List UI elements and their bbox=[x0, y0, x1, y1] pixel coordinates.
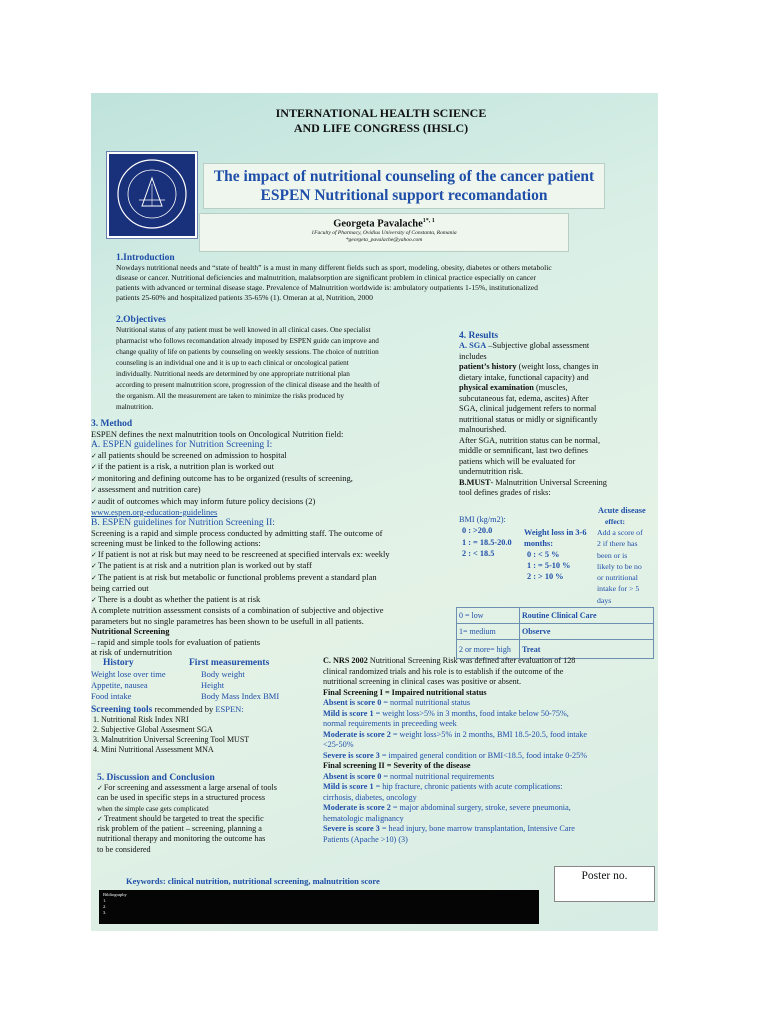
acute-disease-heading: Acute disease bbox=[598, 506, 646, 515]
introduction-heading: 1.Introduction bbox=[116, 253, 175, 263]
author-affiliation: 1Faculty of Pharmacy, Ovidius University of Constanta, Romania bbox=[311, 229, 457, 236]
sga-line: undernutrition risk. bbox=[459, 467, 524, 476]
weight-loss-grade: 2 : > 10 % bbox=[527, 572, 564, 581]
screening-1-item: ✓ if the patient is a risk, a nutrition plan is worked out bbox=[91, 461, 451, 473]
congress-name-line2: AND LIFE CONGRESS (IHSLC) bbox=[293, 121, 469, 135]
screening-tool-item: 4. Mini Nutritional Assessment MNA bbox=[93, 745, 214, 754]
score-text: normal requirements in preceeding week bbox=[323, 719, 457, 728]
objectives-line: the organism. All the measurement are taken to minimize the risks produced by bbox=[116, 392, 345, 400]
sga-line: includes bbox=[459, 351, 487, 361]
discussion-line: ✓ For screening and assessment a large arsenal of tools bbox=[97, 783, 317, 793]
objectives-line: individually. Nutritional needs are determined by one appropriate nutritional plan bbox=[116, 370, 350, 378]
university-seal-icon bbox=[109, 154, 195, 236]
title-line1: The impact of nutritional counseling of the cancer patient bbox=[213, 168, 595, 185]
risk-action-cell: Treat bbox=[520, 640, 654, 659]
screening-1-item: ✓ all patients should be screened on admission to hospital bbox=[91, 450, 451, 462]
score-text: <25-50% bbox=[323, 740, 354, 749]
patient-history-label: patient’s history bbox=[459, 362, 517, 371]
acute-disease-line: 2 if there has bbox=[597, 539, 638, 549]
weight-loss-heading: months: bbox=[524, 539, 554, 548]
title-box bbox=[203, 163, 605, 209]
poster-number-box bbox=[554, 866, 655, 902]
bibliography-heading: Bibliography bbox=[103, 892, 127, 897]
objectives-line: pharmacist who follows recomandation already imposed by ESPEN guide can improve and bbox=[116, 337, 379, 345]
nrs-line: clinical randomized trials and his role is to establish if the outcome of the bbox=[323, 666, 564, 676]
measurement-item: Body Mass Index BMI bbox=[201, 690, 280, 701]
screening-tools-espen: ESPEN: bbox=[215, 703, 244, 714]
score-label: Absent is score 0 bbox=[323, 771, 382, 781]
method-intro: ESPEN defines the next malnutrition tools on Oncological Nutrition field: bbox=[91, 429, 344, 439]
risk-level-cell: 1= medium bbox=[457, 624, 520, 640]
sga-line: middle or semnificant, last two defines bbox=[459, 446, 589, 455]
must-line: tool defines grades of risks: bbox=[459, 488, 551, 497]
discussion-line: to be considered bbox=[97, 844, 151, 854]
author-name: Georgeta Pavalache bbox=[333, 218, 423, 230]
objectives-line: counseling is an individual one and it is up to each clinical or oncological patient bbox=[116, 359, 349, 367]
final-screening-1-heading: Final Screening I = Impaired nutritional status bbox=[323, 687, 487, 697]
objectives-section bbox=[116, 315, 451, 413]
congress-name-line1: INTERNATIONAL HEALTH SCIENCE bbox=[275, 106, 487, 120]
objectives-line: change quality of life on patients by counseling on weekly sessions. The choice of nutrition bbox=[116, 348, 379, 356]
risk-level-cell: 2 or more= high bbox=[457, 640, 520, 659]
discussion-heading: 5. Discussion and Conclusion bbox=[97, 773, 215, 783]
discussion-line: can be used in specific steps in a structured process bbox=[97, 793, 266, 803]
must-label: B.MUST bbox=[459, 477, 491, 487]
intro-line: patients with advanced or terminal disease stage. Prevalence of Malnutrition worldwide is: ambulatory outpatients 1-15%, institutionalized bbox=[116, 283, 538, 292]
score-text: = normal nutritional requirements bbox=[381, 771, 495, 781]
nutritional-screening-line: – rapid and simple tools for evaluation of patients bbox=[91, 636, 261, 647]
intro-line: disease or cancer. Nutritional deficiencies and malnutrition, malabsorption are significant problem in clinical practice especially on cancer bbox=[116, 273, 537, 282]
keywords: Keywords: clinical nutrition, nutritional screening, malnutrition score bbox=[126, 876, 380, 886]
sga-line: dietary intake, functional capacity) and bbox=[459, 372, 589, 382]
university-logo bbox=[107, 152, 197, 238]
bibliography-item: 1. bbox=[103, 898, 107, 903]
nrs-description: Nutritional Screening Risk was defined after evaluation of 128 bbox=[367, 656, 576, 665]
risk-table bbox=[456, 607, 654, 659]
acute-disease-line: intake for > 5 bbox=[597, 584, 640, 594]
history-item: Appetite, nausea bbox=[91, 679, 148, 690]
risk-action-cell: Observe bbox=[520, 624, 654, 640]
bmi-grade: 0 : >20.0 bbox=[462, 526, 493, 535]
espen-screening-1-heading: A. ESPEN guidelines for Nutrition Screening I: bbox=[91, 439, 273, 450]
screening-2-item: ✓ If patient is not at risk but may need to be rescreened at specified intervals ex: weekly bbox=[91, 549, 451, 561]
history-item: Food intake bbox=[91, 690, 132, 701]
nrs-label: C. NRS 2002 bbox=[323, 656, 368, 665]
bmi-heading: BMI (kg/m2): bbox=[459, 515, 506, 524]
objectives-heading: 2.Objectives bbox=[116, 315, 166, 325]
assessment-line: parameters but no single parametres has been shown to be usefull in all patients. bbox=[91, 615, 364, 626]
sga-line: subcutaneous fat, edema, ascites) After bbox=[459, 393, 589, 403]
sga-line: nutritional status or midly or significantly bbox=[459, 414, 598, 424]
score-text: cirrhosis, diabetes, oncology bbox=[323, 792, 417, 802]
objectives-line: malnutrition. bbox=[116, 403, 154, 411]
acute-disease-line: been or is bbox=[597, 550, 628, 560]
score-label: Mild is score 1 bbox=[323, 708, 374, 718]
score-label: Moderate is score 2 bbox=[323, 729, 391, 739]
first-measurements-heading: First measurements bbox=[189, 657, 270, 668]
acute-disease-line: Add a score of bbox=[597, 528, 643, 537]
score-label: Severe is score 3 bbox=[323, 824, 380, 833]
sga-line: SGA, clinical judgement refers to normal bbox=[459, 404, 597, 413]
author-superscript: 1*, 1 bbox=[422, 218, 435, 224]
nrs-line: nutritional screening in clinical cases was positive or absent. bbox=[323, 677, 522, 686]
sga-line: After SGA, nutrition status can be normal, bbox=[459, 435, 601, 445]
score-label: Mild is score 1 bbox=[323, 782, 374, 791]
acute-disease-line: days bbox=[597, 595, 612, 605]
screening-2-item: ✓ The patient is at risk and a nutrition plan is worked out by staff bbox=[91, 560, 451, 572]
discussion-line: nutritional therapy and monitoring the outcome has bbox=[97, 834, 266, 844]
assessment-line: A complete nutrition assessment consists of a combination of subjective and objective bbox=[91, 605, 384, 615]
discussion-section bbox=[97, 773, 317, 855]
final-screening-2-heading: Final screening II = Severity of the disease bbox=[323, 761, 471, 770]
screening-2-item: being carried out bbox=[91, 583, 149, 593]
screening-tool-item: 2. Subjective Global Assesment SGA bbox=[93, 725, 213, 734]
nrs-section bbox=[323, 656, 653, 845]
intro-line: patients 25-60% and hospitalized patients 35-65% (1). Omeran at al, Nutrition, 2000 bbox=[116, 293, 373, 302]
risk-action-cell: Routine Clinical Care bbox=[520, 608, 654, 624]
risk-level-cell: 0 = low bbox=[457, 608, 520, 624]
screening-tool-item: 1. Nutritional Risk Index NRI bbox=[93, 715, 189, 724]
discussion-line: when the simple case gets complicated bbox=[97, 804, 209, 813]
bmi-grade: 2 : < 18.5 bbox=[462, 549, 495, 558]
score-text: Patients (Apache >10) (3) bbox=[323, 834, 408, 844]
score-text: = normal nutritional status bbox=[381, 698, 471, 707]
patient-history-text: (weight loss, changes in bbox=[516, 362, 599, 371]
acute-disease-line: or nutritional bbox=[597, 573, 638, 583]
author-box bbox=[199, 213, 569, 252]
score-label: Moderate is score 2 bbox=[323, 803, 391, 812]
nutritional-screening-line: at risk of undernutrition bbox=[91, 647, 172, 657]
sga-label: A. SGA bbox=[459, 341, 487, 350]
introduction-section bbox=[116, 253, 651, 303]
screening-2-item: ✓ There is a doubt as whether the patient is at risk bbox=[91, 594, 451, 606]
must-grid bbox=[459, 506, 655, 605]
measurement-item: Body weight bbox=[201, 668, 245, 679]
physical-exam-label: physical examination bbox=[459, 383, 534, 392]
history-heading: History bbox=[103, 657, 134, 668]
screening-tools-suffix: recommended by bbox=[152, 703, 216, 714]
author-email: *georgeta_pavalache@yahoo.com bbox=[345, 236, 423, 243]
score-label: Severe is score 3 bbox=[323, 750, 380, 760]
discussion-line: risk problem of the patient – screening, planning a bbox=[97, 824, 262, 834]
history-item: Weight lose over time bbox=[91, 668, 166, 679]
table-row bbox=[457, 608, 654, 624]
weight-loss-grade: 1 : = 5-10 % bbox=[527, 561, 571, 570]
screening-2-item: ✓ The patient is at risk but metabolic or functional problems prevent a standard plan bbox=[91, 572, 451, 584]
score-text: = weight loss>5% in 3 months, food intake below 50-75%, bbox=[373, 708, 569, 718]
sga-description: –Subjective global assessment bbox=[486, 341, 590, 350]
nutritional-screening-heading: Nutritional Screening bbox=[91, 626, 170, 636]
score-text: hematologic malignancy bbox=[323, 813, 404, 823]
table-row bbox=[457, 624, 654, 640]
weight-loss-heading: Weight loss in 3-6 bbox=[524, 528, 587, 537]
screening-1-item: ✓ monitoring and defining outcome has to be organized (results of screening, bbox=[91, 473, 451, 485]
acute-disease-line: likely to be no bbox=[597, 561, 642, 571]
results-section bbox=[459, 331, 655, 499]
objectives-line: Nutritional status of any patient must be well knowed in all clinical cases. One specialist bbox=[116, 326, 371, 334]
title-line2: ESPEN Nutritional support recomandation bbox=[260, 187, 548, 204]
weight-loss-grade: 0 : < 5 % bbox=[527, 550, 560, 559]
screening-tools-heading: Screening tools bbox=[91, 704, 153, 715]
bmi-grade: 1 : = 18.5-20.0 bbox=[462, 538, 512, 547]
poster-number-label: Poster no. bbox=[581, 870, 628, 882]
screening-2-intro: Screening is a rapid and simple process conducted by admitting staff. The outcome of bbox=[91, 527, 383, 538]
screening-1-item: ✓ audit of outcomes which may inform future policy decisions (2) bbox=[91, 496, 451, 508]
screening-1-item: ✓ assessment and nutrition care) bbox=[91, 484, 451, 496]
score-text: = weight loss>5% in 2 months, BMI 18.5-20.5, food intake bbox=[390, 729, 588, 739]
measurement-item: Height bbox=[201, 679, 225, 690]
score-label: Absent is score 0 bbox=[323, 698, 382, 707]
results-heading: 4. Results bbox=[459, 331, 499, 341]
bibliography bbox=[99, 890, 539, 924]
must-description: - Malnutrition Universal Screening bbox=[490, 477, 607, 487]
screening-tool-item: 3. Malnutrition Universal Screening Tool MUST bbox=[93, 735, 250, 744]
congress-header bbox=[231, 106, 531, 136]
discussion-line: ✓ Treatment should be targeted to treat the specific bbox=[97, 814, 317, 824]
objectives-line: according to present malnutrition score, progression of the clinical disease and the health of bbox=[116, 381, 380, 389]
acute-disease-heading: effect: bbox=[605, 517, 625, 526]
score-text: = major abdominal surgery, stroke, severe pneumonia, bbox=[390, 803, 571, 812]
score-text: = impaired general condition or BMI<18.5, food intake 0-25% bbox=[379, 750, 588, 760]
espen-guidelines-link[interactable]: www.espen.org-education-guidelines bbox=[91, 507, 218, 517]
score-text: = hip fracture, chronic patients with acute complications: bbox=[373, 782, 563, 791]
physical-exam-text: (muscles, bbox=[533, 383, 568, 392]
intro-line: Nowdays nutritional needs and “state of health” is a must in many different fields such as sport, modeling, obesity, diabetes or others metabolic bbox=[116, 263, 552, 272]
poster bbox=[91, 93, 658, 931]
bibliography-item: 2. bbox=[103, 904, 107, 909]
method-heading: 3. Method bbox=[91, 419, 133, 429]
espen-screening-2-heading: B. ESPEN guidelines for Nutrition Screening II: bbox=[91, 517, 275, 528]
sga-line: patiens which will be evaluated for bbox=[459, 456, 576, 466]
screening-2-intro: screening must be linked to the following actions: bbox=[91, 538, 261, 548]
score-text: = head injury, bone marrow transplantation, Intensive Care bbox=[379, 824, 575, 833]
sga-line: malnourished. bbox=[459, 425, 507, 434]
bibliography-item: 3. bbox=[103, 910, 107, 915]
